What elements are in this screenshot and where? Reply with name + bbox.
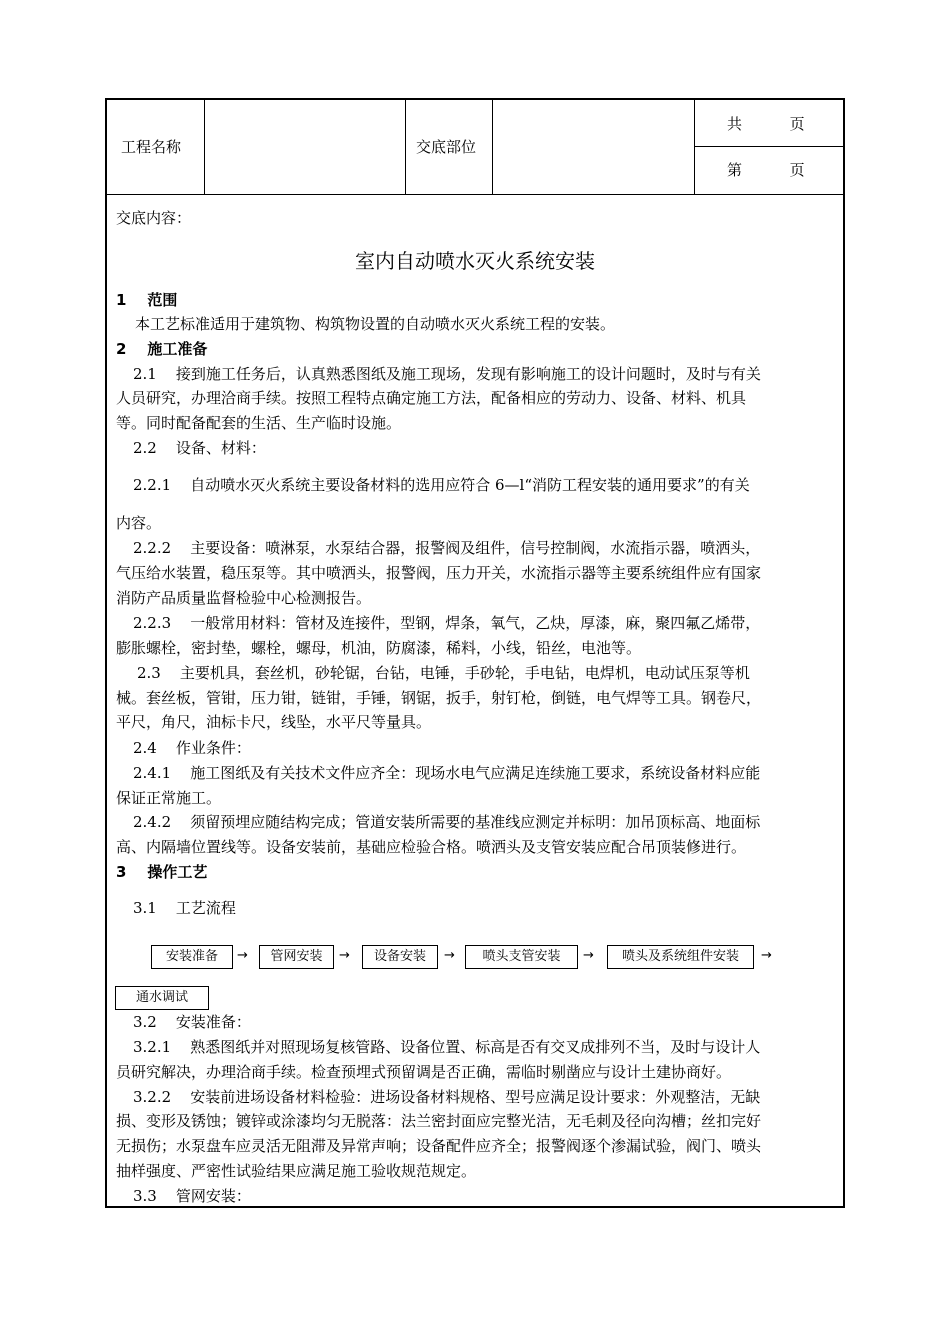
paragraph: 2.2 设备、材料： <box>133 439 266 457</box>
flow-step: 设备安装 <box>362 945 438 969</box>
section-heading: 1 范围 <box>116 291 178 309</box>
content-label: 交底内容： <box>116 209 192 227</box>
paragraph: 消防产品质量监督检验中心检测报告。 <box>116 589 372 607</box>
paragraph: 损、变形及锈蚀；镀锌或涂漆均匀无脱落：法兰密封面应完整光洁，无毛刺及径向沟槽；丝扣完好 <box>116 1112 762 1130</box>
project-name-label: 工程名称 <box>121 138 182 156</box>
flow-step: 安装准备 <box>151 945 233 969</box>
flow-arrow: → <box>583 948 594 963</box>
header-divider <box>694 146 843 147</box>
location-label: 交底部位 <box>416 138 477 156</box>
paragraph: 2.2.3 一般常用材料：管材及连接件，型钢，焊条，氧气，乙炔，厚漆，麻，聚四氟乙烯带， <box>133 614 761 632</box>
flow-arrow: → <box>237 948 248 963</box>
paragraph: 2.4.2 须留预埋应随结构完成；管道安装所需要的基准线应测定并标明：加吊顶标高、地面标 <box>133 813 761 831</box>
paragraph: 2.1 接到施工任务后，认真熟悉图纸及施工现场，发现有影响施工的设计问题时，及时与有关 <box>133 365 761 383</box>
paragraph: 膨胀螺栓，密封垫，螺栓，螺母，机油，防腐漆，稀料，小线，铅丝，电池等。 <box>116 639 642 657</box>
paragraph: 3.2 安装准备： <box>133 1013 251 1031</box>
paragraph: 气压给水装置，稳压泵等。其中喷洒头，报警阀，压力开关，水流指示器等主要系统组件应有国家 <box>116 564 762 582</box>
paragraph: 无损伤；水泵盘车应灵活无阻滞及异常声响；设备配件应齐全；报警阀逐个渗漏试验，阀门、喷头 <box>116 1137 762 1155</box>
paragraph: 高、内隔墙位置线等。设备安装前，基础应检验合格。喷洒头及支管安装应配合吊顶装修进行。 <box>116 838 747 856</box>
paragraph: 本工艺标准适用于建筑物、构筑物设置的自动喷水灭火系统工程的安装。 <box>135 315 616 333</box>
paragraph: 3.2.1 熟悉图纸并对照现场复核管路、设备位置、标高是否有交叉成排列不当，及时与设计人 <box>133 1038 761 1056</box>
document-frame <box>105 98 845 1208</box>
paragraph: 2.2.1 自动喷水灭火系统主要设备材料的选用应符合 6—l“消防工程安装的通用要求”的有关 <box>133 476 750 494</box>
header-table <box>107 100 843 195</box>
flow-step: 喷头支管安装 <box>465 945 578 969</box>
paragraph: 内容。 <box>116 514 162 532</box>
paragraph: 等。同时配备配套的生活、生产临时设施。 <box>116 414 402 432</box>
paragraph: 平尺，角尺，油标卡尺，线坠，水平尺等量具。 <box>116 713 432 731</box>
header-divider <box>204 100 205 194</box>
flow-step: 管网安装 <box>259 945 334 969</box>
document-title: 室内自动喷水灭火系统安装 <box>355 249 595 273</box>
flow-step: 通水调试 <box>115 986 209 1010</box>
section-heading: 3 操作工艺 <box>116 863 208 881</box>
paragraph: 3.2.2 安装前进场设备材料检验：进场设备材料规格、型号应满足设计要求：外观整洁，无缺 <box>133 1088 761 1106</box>
section-heading: 2 施工准备 <box>116 340 208 358</box>
paragraph: 员研究解决，办理洽商手续。检查预埋式预留调是否正确，需临时剔凿应与设计土建协商好。 <box>116 1063 732 1081</box>
paragraph: 2.4.1 施工图纸及有关技术文件应齐全：现场水电气应满足连续施工要求，系统设备材料应能 <box>133 764 761 782</box>
flow-arrow: → <box>444 948 455 963</box>
paragraph: 人员研究，办理洽商手续。按照工程特点确定施工方法，配备相应的劳动力、设备、材料、机具 <box>116 389 747 407</box>
page-number: 第 页 <box>727 161 805 179</box>
header-divider <box>694 100 695 194</box>
flow-step: 喷头及系统组件安装 <box>607 945 754 969</box>
paragraph: 2.3 主要机具，套丝机，砂轮锯，台钻，电锤，手砂轮，手电钻，电焊机，电动试压泵等机 <box>137 664 750 682</box>
paragraph: 3.3 管网安装： <box>133 1187 251 1205</box>
paragraph: 2.4 作业条件： <box>133 739 251 757</box>
paragraph: 2.2.2 主要设备：喷淋泵，水泵结合器，报警阀及组件，信号控制阀，水流指示器，喷洒头， <box>133 539 761 557</box>
paragraph: 械。套丝板，管钳，压力钳，链钳，手锤，钢锯，扳手，射钉枪，倒链，电气焊等工具。钢卷尺， <box>116 689 762 707</box>
flow-arrow: → <box>339 948 350 963</box>
paragraph: 3.1 工艺流程 <box>133 899 236 917</box>
paragraph: 抽样强度、严密性试验结果应满足施工验收规范规定。 <box>116 1162 477 1180</box>
header-divider <box>405 100 406 194</box>
header-divider <box>492 100 493 194</box>
flow-arrow: → <box>761 948 772 963</box>
paragraph: 保证正常施工。 <box>116 789 222 807</box>
total-pages: 共 页 <box>727 115 805 133</box>
